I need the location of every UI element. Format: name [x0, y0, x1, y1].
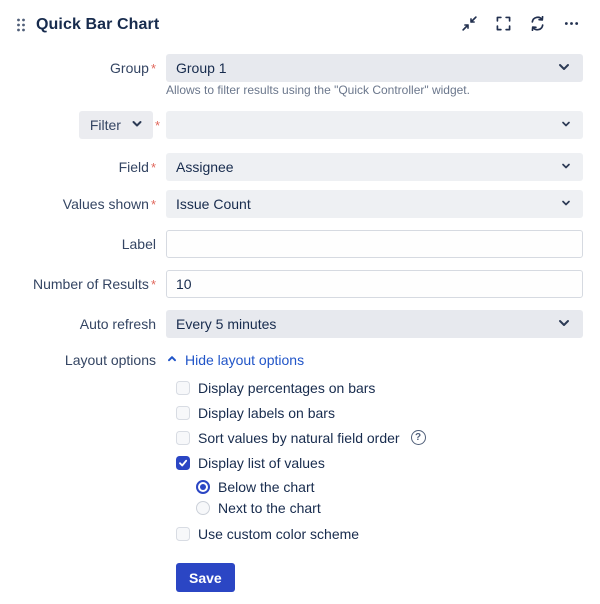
checkbox-display-percentages[interactable] — [176, 381, 190, 395]
radio-label: Next to the chart — [218, 500, 321, 516]
chevron-down-icon — [130, 117, 144, 134]
widget-config-form — [0, 46, 600, 592]
values-shown-label: Values shown * — [62, 196, 156, 212]
layout-options-section — [176, 379, 583, 542]
group-select[interactable] — [166, 54, 583, 82]
radio-next-to-the-chart[interactable] — [196, 501, 210, 515]
radio-below-the-chart[interactable] — [196, 480, 210, 494]
radio-label: Below the chart — [218, 479, 315, 495]
checkmark-icon — [178, 455, 188, 471]
group-select-value: Group 1 — [176, 60, 227, 76]
required-asterisk: * — [150, 60, 156, 76]
checkbox-display-list-of-values[interactable] — [176, 456, 190, 470]
field-select[interactable] — [166, 153, 583, 181]
chevron-down-icon — [560, 117, 572, 133]
required-asterisk: * — [150, 276, 156, 292]
label-input[interactable] — [166, 230, 583, 258]
refresh-button[interactable] — [526, 14, 548, 36]
chevron-up-icon — [166, 352, 178, 368]
widget-header — [0, 0, 600, 46]
collapse-button[interactable] — [458, 14, 480, 36]
field-label: Field * — [118, 159, 156, 175]
drag-handle-icon[interactable] — [16, 17, 26, 33]
save-button[interactable]: Save — [176, 563, 235, 592]
checkbox-label: Sort values by natural field order — [198, 429, 400, 446]
widget-title: Quick Bar Chart — [36, 16, 160, 33]
values-shown-select[interactable] — [166, 190, 583, 218]
layout-options-label: Layout options — [64, 352, 156, 368]
filter-type-button[interactable] — [79, 111, 153, 139]
checkbox-label: Display percentages on bars — [198, 379, 376, 396]
more-options-button[interactable] — [560, 14, 582, 36]
hide-layout-options-link[interactable] — [166, 352, 304, 368]
number-of-results-input[interactable] — [166, 270, 583, 298]
radio-dot — [200, 484, 206, 490]
checkbox-display-labels[interactable] — [176, 406, 190, 420]
group-help-text: Allows to filter results using the "Quick Controller" widget. — [166, 83, 470, 97]
chevron-down-icon — [556, 59, 572, 78]
auto-refresh-select-value: Every 5 minutes — [176, 316, 277, 332]
auto-refresh-select[interactable] — [166, 310, 583, 338]
field-select-value: Assignee — [176, 159, 234, 175]
checkbox-use-custom-color-scheme[interactable] — [176, 527, 190, 541]
checkbox-sort-natural-order[interactable] — [176, 431, 190, 445]
number-of-results-label: Number of Results * — [33, 276, 156, 292]
fullscreen-button[interactable] — [492, 14, 514, 36]
checkbox-label: Display list of values — [198, 454, 325, 471]
chevron-down-icon — [556, 315, 572, 334]
checkbox-label: Display labels on bars — [198, 404, 335, 421]
chevron-down-icon — [560, 196, 572, 212]
auto-refresh-label: Auto refresh — [79, 316, 156, 332]
filter-select[interactable] — [166, 111, 583, 139]
filter-type-button-label: Filter — [89, 117, 121, 133]
label-label: Label — [121, 236, 156, 252]
ellipsis-icon — [564, 16, 579, 34]
fullscreen-brackets-icon — [496, 16, 511, 34]
required-asterisk: * — [150, 159, 156, 175]
header-actions — [458, 14, 582, 36]
checkbox-label: Use custom color scheme — [198, 525, 360, 542]
values-shown-select-value: Issue Count — [176, 196, 251, 212]
group-label: Group * — [110, 60, 156, 76]
required-asterisk: * — [154, 117, 160, 133]
chevron-down-icon — [560, 159, 572, 175]
collapse-diagonal-arrows-icon — [462, 16, 477, 34]
help-icon[interactable]: ? — [411, 430, 426, 445]
refresh-icon — [530, 16, 545, 34]
required-asterisk: * — [150, 196, 156, 212]
hide-layout-options-link-label: Hide layout options — [185, 352, 305, 368]
